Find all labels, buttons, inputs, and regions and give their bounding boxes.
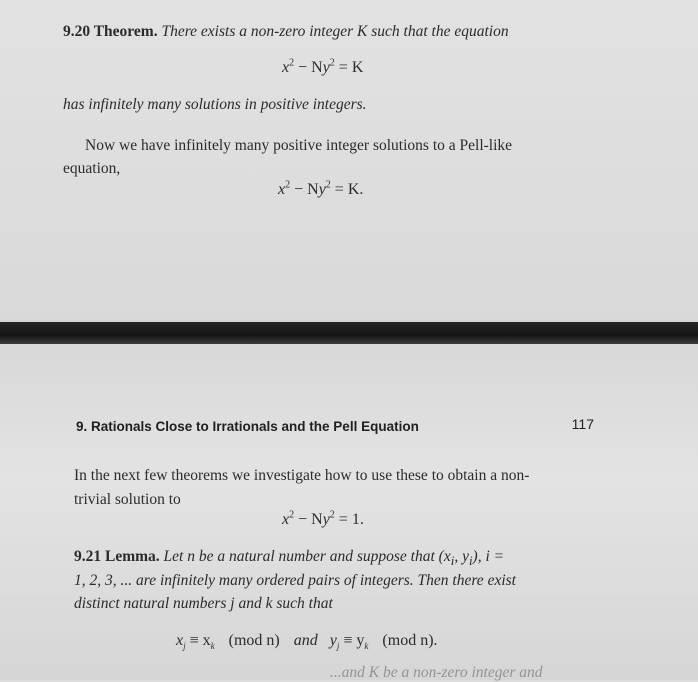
equation-1: $x^2 - Ny^2 = K$	[282, 57, 364, 76]
lemma-9-21-line-1: 9.21 Lemma. Let n be a natural number and suppose that ($x_i$, $y_i$), i =	[74, 548, 505, 569]
intro-line-1: In the next few theorems we investigate how to use these to obtain a non-	[74, 467, 530, 484]
theorem-label: 9.20 Theorem.	[63, 23, 158, 40]
theorem-text: There exists a non-zero integer K such that the equation	[161, 23, 509, 40]
header-title: 9. Rationals Close to Irrationals and the Pell Equation	[76, 419, 419, 434]
paragraph-line-2: equation,	[63, 160, 121, 177]
running-header	[76, 416, 596, 434]
page-number: 117	[571, 416, 594, 432]
intro-line-2: trivial solution to	[74, 491, 181, 508]
lemma-label: 9.21 Lemma.	[74, 548, 160, 565]
cut-off-line: ...and K be a non-zero integer and	[330, 664, 543, 681]
lemma-line-2: 1, 2, 3, ... are infinitely many ordered pairs of integers. Then there exist	[74, 572, 516, 589]
page-gutter-shadow	[0, 322, 698, 344]
theorem-9-20	[63, 23, 509, 41]
paragraph-line-1: Now we have infinitely many positive integer solutions to a Pell-like	[85, 137, 513, 154]
theorem-continuation: has infinitely many solutions in positive integers.	[63, 96, 367, 113]
equation-2: $x^2 - Ny^2 = K$.	[278, 179, 364, 198]
equation-3: $x^2 - Ny^2 = 1$.	[282, 509, 364, 528]
lemma-line-3: distinct natural numbers j and k such that	[74, 595, 333, 612]
equation-4: $x_j \equiv x_k$ (mod n) and $y_j \equiv y_k$ (mod n).	[176, 632, 438, 652]
